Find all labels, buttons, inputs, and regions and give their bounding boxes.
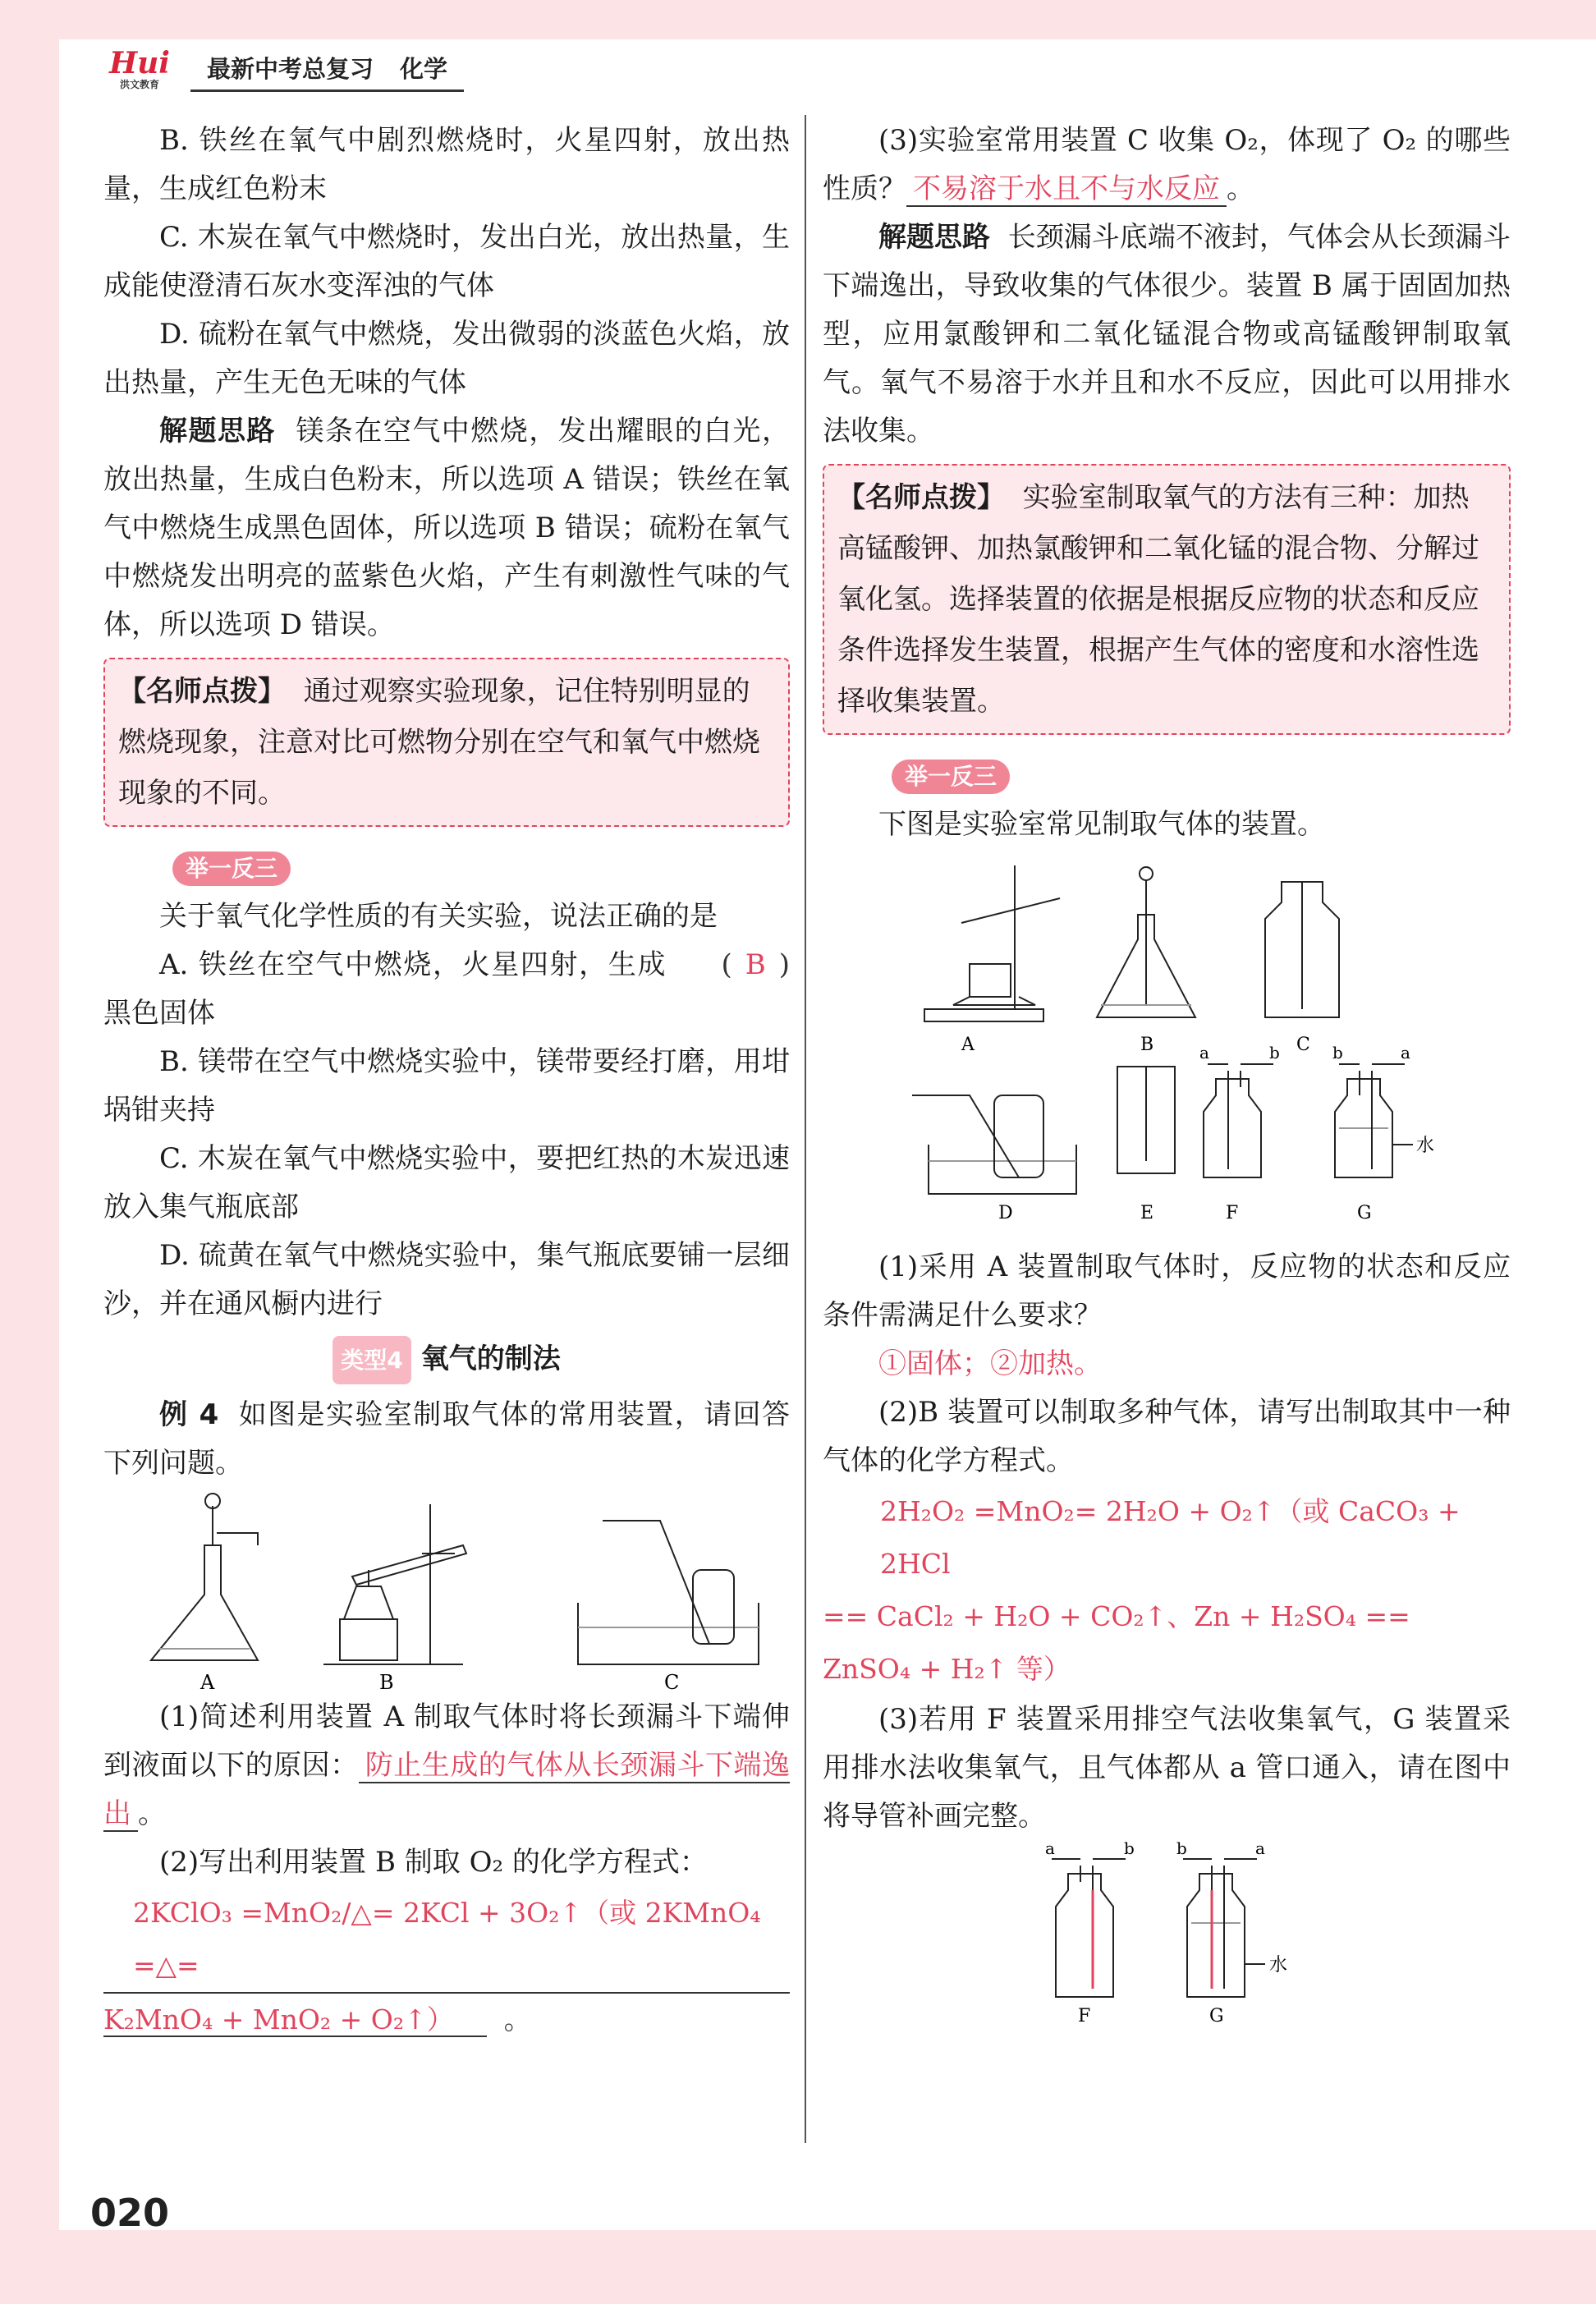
option-c: C. 木炭在氧气中燃烧时，发出白光，放出热量，生成能使澄清石灰水变浑浊的气体 [103,221,790,302]
solution-text: 镁条在空气中燃烧，发出耀眼的白光，放出热量，生成白色粉末，所以选项 A 错误；铁丝在氧气中燃烧生成黑色固体，所以选项 B 错误；硫粉在氧气中燃烧发出明亮的蓝紫色火焰，产生有刺激性气味的气体，所以选项 D 错误。 [103,415,790,641]
ans-water: 水 [1269,1955,1288,1976]
question-3: (3)实验室常用装置 C 收集 O₂，体现了 O₂ 的哪些性质？ 不易溶于水且不与水反应 。 [823,124,1511,205]
example-label: 例 4 [159,1398,219,1431]
tip-text: 通过观察实验现象，记住特别明显的燃烧现象，注意对比可燃物分别在空气和氧气中燃烧现象的不同。 [118,675,760,810]
practice-3: (3)若用 F 装置采用排空气法收集氧气，G 装置采用排水法收集氧气，且气体都从 a 管口通入，请在图中将导管补画完整。 [823,1703,1511,1833]
apparatus-diagram-fg-answer [1002,1841,1331,2030]
solution-paragraph [103,407,790,649]
example-paragraph [103,1391,790,1488]
question-stem: 关于氧气化学性质的有关实验，说法正确的是 ( B ) [103,893,790,941]
right-solution-label: 解题思路 [878,221,991,254]
practice-2: (2)B 装置可以制取多种气体，请写出制取其中一种气体的化学方程式。 [823,1396,1511,1477]
practice-pill: 举一反三 [172,851,291,886]
fig-label-a: A [961,1035,975,1055]
apparatus-diagram-abc [118,1488,775,1693]
ans-g-b: b [1176,1841,1187,1858]
fig-f-b: b [1269,1043,1280,1063]
figure-label-a: A [200,1671,215,1693]
question-2-answer-line-2: K₂MnO₄ + MnO₂ + O₂↑） 。 [103,2003,531,2036]
fig-label-c: C [1296,1035,1310,1055]
book-title: 最新中考总复习 [207,55,374,83]
brand-logo: Hui 洪文教育 [109,46,170,90]
figure-label-b: B [379,1671,394,1693]
practice-2-answer-line-1: 2H₂O₂ =MnO₂= 2H₂O + O₂↑（或 CaCO₃ + 2HCl [880,1495,1461,1580]
lamp-b [340,1619,397,1660]
question-option-d: D. 硫黄在氧气中燃烧实验中，集气瓶底要铺一层细沙，并在通风橱内进行 [103,1239,790,1320]
practice-2-answer-line-2: == CaCl₂ + H₂O + CO₂↑、Zn + H₂SO₄ == [823,1600,1410,1632]
right-column [823,117,1511,2030]
option-d: D. 硫粉在氧气中燃烧，发出微弱的淡蓝色火焰，放出热量，产生无色无味的气体 [103,318,790,399]
answer-paren: ( B ) [721,948,790,981]
question-3-answer: 不易溶于水且不与水反应 [906,172,1227,207]
fig-label-g: G [1357,1203,1372,1223]
trough-c [578,1603,759,1664]
answer-choice: B [745,948,766,981]
fig-water: 水 [1416,1136,1435,1156]
practice-1: (1)采用 A 装置制取气体时，反应物的状态和反应条件需满足什么要求？ [823,1251,1511,1332]
question-1: (1)简述利用装置 A 制取气体时将长颈漏斗下端伸到液面以下的原因： 防止生成的气体从长颈漏斗下端逸出 。 [103,1700,791,1830]
ans-label-f: F [1078,2006,1091,2026]
fig-label-b: B [1140,1035,1154,1055]
practice-stem: 下图是实验室常见制取气体的装置。 [878,808,1325,841]
question-option-c: C. 木炭在氧气中燃烧实验中，要把红热的木炭迅速放入集气瓶底部 [103,1142,790,1223]
right-solution-text: 长颈漏斗底端不液封，气体会从长颈漏斗下端逸出，导致收集的气体很少。装置 B 属于固固加热型，应用氯酸钾和二氧化锰混合物或高锰酸钾制取氧气。氧气不易溶于水并且和水不反应，因此可以用排水法收集。 [823,221,1511,447]
option-b: B. 铁丝在氧气中剧烈燃烧时，火星四射，放出热量，生成红色粉末 [103,124,790,205]
teacher-tip-box [103,658,790,827]
practice-2-answer-line-3: ZnSO₄ + H₂↑ 等） [823,1653,1071,1685]
figure-label-c: C [664,1671,680,1693]
right-tip-label: 【名师点拨】 [837,481,1005,514]
left-column [103,117,790,2046]
right-practice-pill: 举一反三 [892,760,1010,794]
subject-title: 化学 [400,55,448,83]
section-heading [103,1335,790,1384]
fig-g-a: a [1401,1043,1410,1063]
page-bottom-band [59,2230,1596,2304]
question-2: (2)写出利用装置 B 制取 O₂ 的化学方程式： [159,1846,708,1879]
right-tip-text: 实验室制取氧气的方法有三种：加热高锰酸钾、加热氯酸钾和二氧化锰的混合物、分解过氧化氢。选择装置的依据是根据反应物的状态和反应条件选择发生装置，根据产生气体的密度和水溶性选择收集装置。 [837,481,1479,718]
flask-a [151,1545,258,1660]
section-tag: 类型4 [332,1336,410,1384]
question-1-answer: 防止生成的气体从长颈漏斗下端逸出 [103,1749,791,1830]
tip-label: 【名师点拨】 [118,675,286,708]
apparatus-diagram-a-to-g [846,849,1487,1243]
fig-label-d: D [998,1203,1013,1223]
question-option-a: A. 铁丝在空气中燃烧，火星四射，生成黑色固体 [103,948,666,1030]
section-title: 氧气的制法 [420,1342,561,1375]
practice-1-answer: ①固体；②加热。 [878,1347,1102,1380]
example-text: 如图是实验室制取气体的常用装置，请回答下列问题。 [103,1398,791,1480]
page-side-band [0,0,59,2304]
page-number: 020 [90,2191,170,2235]
fig-label-f: F [1226,1203,1239,1223]
question-2-answer-line-1: 2KClO₃ =MnO₂/△= 2KCl + 3O₂↑（或 2KMnO₄ =△= [103,1887,790,1994]
column-divider [805,115,806,2143]
question-option-b: B. 镁带在空气中燃烧实验中，镁带要经打磨，用坩埚钳夹持 [103,1045,790,1127]
fig-f-a: a [1199,1043,1209,1063]
page-top-band [59,0,1596,39]
solution-label: 解题思路 [159,415,276,447]
right-solution-paragraph [823,213,1511,456]
fig-g-b: b [1332,1043,1343,1063]
page-header [100,48,464,90]
ans-label-g: G [1209,2006,1224,2026]
book-title-bar [190,46,464,92]
ans-g-a: a [1255,1841,1265,1858]
ans-f-b: b [1124,1841,1135,1858]
fig-label-e: E [1140,1203,1154,1223]
ans-f-a: a [1045,1841,1055,1858]
right-teacher-tip-box [823,464,1511,735]
